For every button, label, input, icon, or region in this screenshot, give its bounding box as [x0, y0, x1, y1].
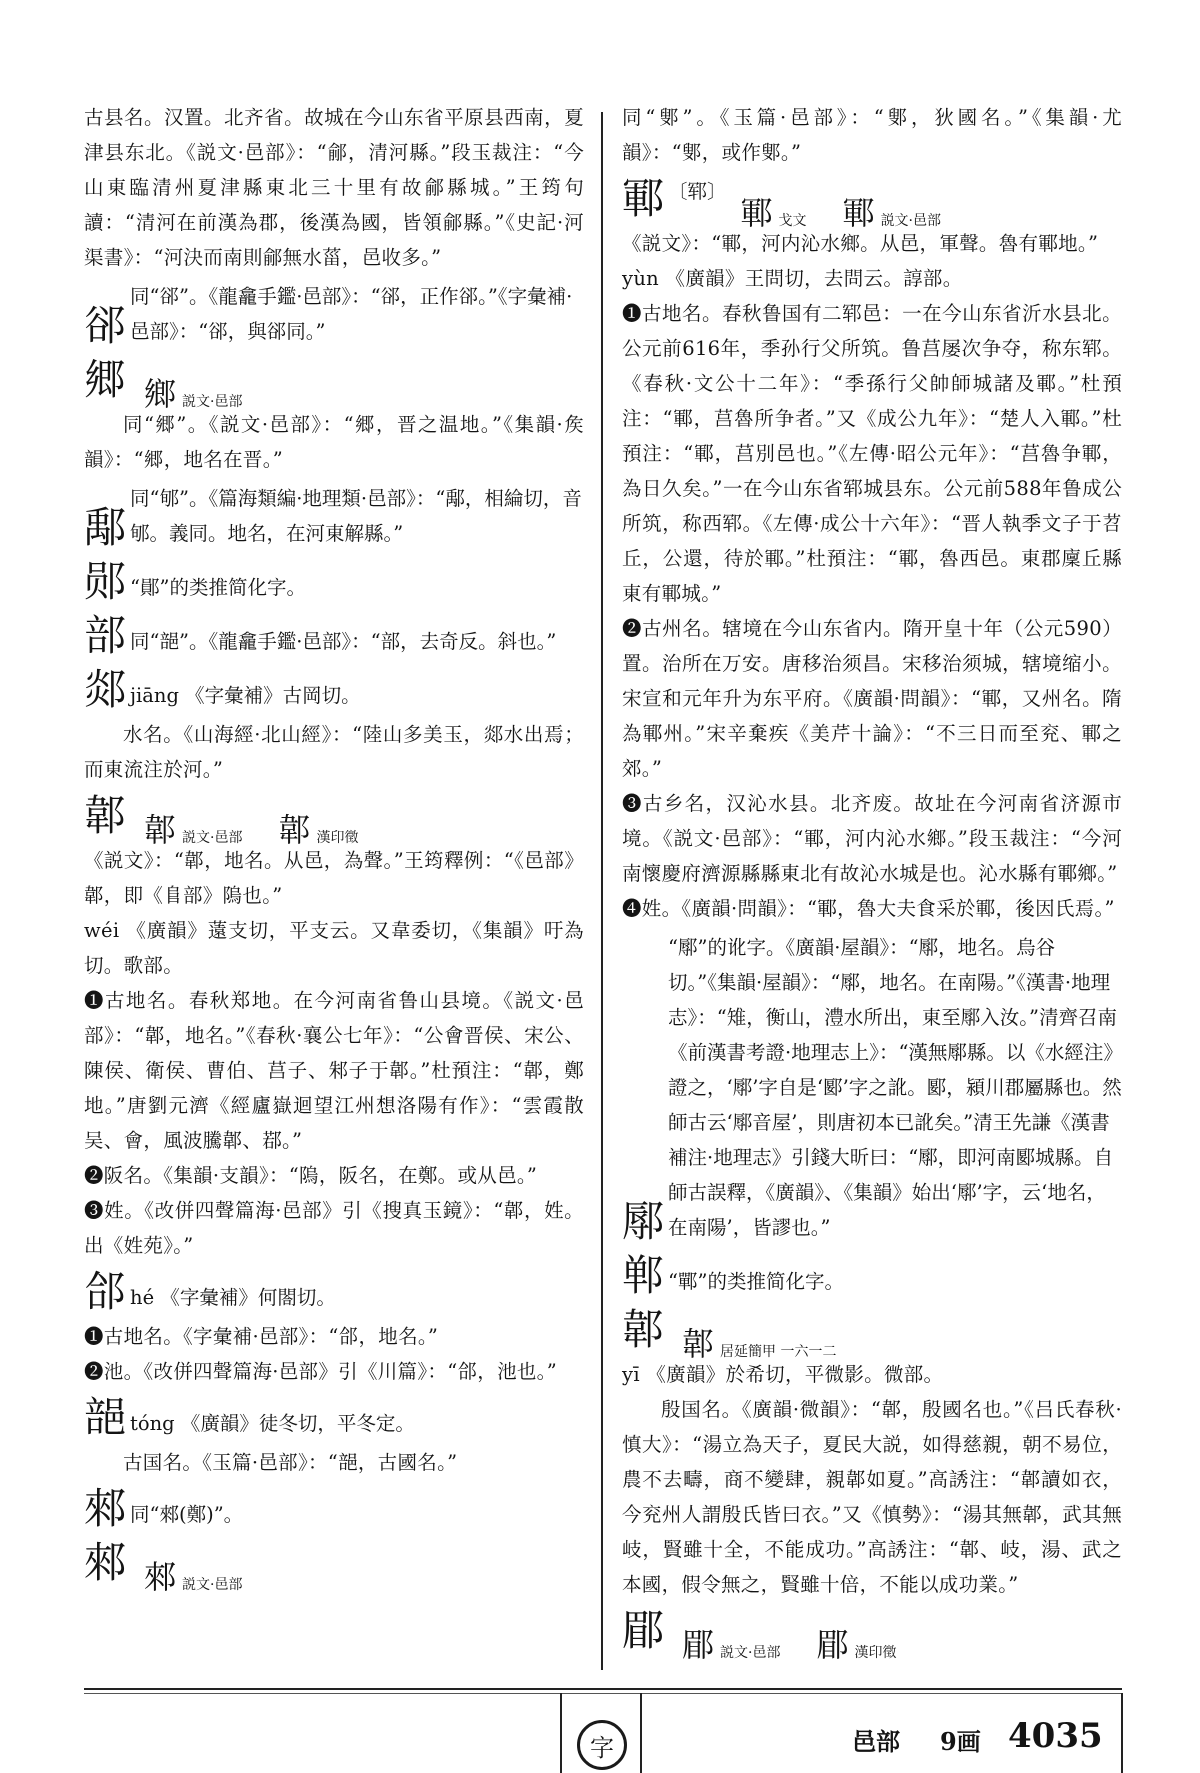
entry-paragraph: yī 《廣韻》於希切，平微影。微部。 — [622, 1363, 944, 1386]
glyph-source-label: 説文·邑部 — [182, 830, 243, 846]
headword: 郲 — [84, 1538, 127, 1587]
seal-script-glyph: 郼 — [682, 1325, 715, 1363]
footer-divider-left — [560, 1693, 562, 1773]
entry-text: hé 《字彙補》何閤切。 — [130, 1286, 336, 1309]
left-column — [84, 100, 584, 1596]
entry-head — [84, 279, 584, 351]
right-column — [622, 100, 1122, 1664]
seal-logo: 字 — [577, 1720, 627, 1770]
footer-rule — [84, 1688, 1122, 1690]
seal-script-glyph: 郿 — [682, 1626, 715, 1664]
entry-text: “鄲”的类推简化字。 — [668, 1270, 844, 1293]
entry-paragraph: ❸古乡名，汉沁水县。北齐废。故址在今河南省济源市境。《説文·邑部》：“鄆，河内沁水鄉。”段玉裁注：“今河南懷慶府濟源縣縣東北有故沁水城是也。沁水縣有鄆鄉。” — [622, 792, 1122, 885]
headword: 郷 — [84, 355, 127, 404]
entry-head — [622, 1606, 1122, 1664]
seal-script-glyph: 郼 — [278, 811, 311, 849]
entry-paragraph: 殷国名。《廣韻·微韻》：“郼，殷國名也。”《吕氏春秋·慎大》：“湯立為天子，夏民大説，如得慈親，朝不易位，農不去疇，商不變肆，親郼如夏。”高誘注：“郼讀如衣，今兖州人謂殷氏皆曰衣。”又《慎勢》：“湯其無郼，武其無岐，賢雖十全，不能成功。”高誘注：“郼、岐，湯、武之本國，假令無之，賢雖十倍，不能以成功業。” — [622, 1398, 1122, 1596]
footer-divider-right — [640, 1693, 642, 1773]
glyph-source-label: 漢印徵 — [316, 830, 359, 846]
entry-text: “鄏”的讹字。《廣韻·屋韻》：“鄏，地名。烏谷切。”《集韻·屋韻》：“鄏，地名。在南陽。”《漢書·地理志》：“雉，衡山，澧水所出，東至鄏入汝。”清齊召南《前漢書考證·地理志上》：“漢無鄏縣。以《水經注》證之，‘鄏’字自是‘郾’字之訛。郾，潁川郡屬縣也。然師古云‘鄏音屋’，則唐初本已訛矣。”清王先謙《漢書補注·地理志》引錢大昕曰：“鄏，即河南郾城縣。自師古誤釋，《廣韻》、《集韻》始出‘鄏’字，云‘地名，在南陽’，皆謬也。” — [668, 936, 1122, 1239]
entry-head — [84, 1393, 584, 1443]
glyph-source-label: 説文·邑部 — [182, 1577, 243, 1593]
entry-paragraph: yùn 《廣韻》王問切，去問云。諄部。 — [622, 267, 963, 290]
entry-text: 同“郶”。《龍龕手鑑·邑部》：“部，去奇反。斜也。” — [130, 630, 557, 653]
entry-head — [84, 355, 584, 413]
footer-strokes: 9画 — [940, 1727, 981, 1756]
entry-head — [622, 174, 1122, 232]
entry-text: 同“郤”。《龍龕手鑑·邑部》：“郤，正作郤。”《字彙補·邑部》：“郤，與郤同。” — [130, 285, 573, 343]
entry-paragraph: 《説文》：“郼，地名。从邑，為聲。”王筠釋例：“《邑部》郼，即《𨸏部》隖也。” — [84, 849, 584, 907]
headword: 郲 — [84, 1484, 127, 1533]
entry-head — [84, 791, 584, 849]
headword: 郯 — [84, 665, 127, 714]
headword: 郤 — [84, 301, 127, 350]
entry-paragraph: 《説文》：“鄆，河内沁水鄉。从邑，軍聲。魯有鄆地。” — [622, 232, 1099, 255]
entry-paragraph: 同“鄋”。《玉篇·邑部》：“鄋，狄國名。”《集韻·尤韻》：“鄋，或作鄋。” — [622, 106, 1122, 164]
glyph-source-label: 戈文 — [778, 213, 807, 229]
headword: 郿 — [622, 1606, 665, 1655]
column-divider — [601, 112, 603, 1670]
entry-paragraph: 古县名。汉置。北齐省。故城在今山东省平原县西南，夏津县东北。《説文·邑部》：“鄃，清河縣。”段玉裁注：“今山東臨清州夏津縣東北三十里有故鄃縣城。”王筠句讀：“清河在前漢為郡，後漢為國，皆領鄃縣。”《史記·河渠書》：“河決而南則鄃無水菑，邑收多。” — [84, 106, 584, 269]
seal-script-glyph: 郿 — [816, 1626, 849, 1664]
seal-script-glyph: 郼 — [144, 811, 177, 849]
entry-head — [84, 1267, 584, 1317]
entry-paragraph: ❷池。《改併四聲篇海·邑部》引《川篇》：“郃，池也。” — [84, 1360, 557, 1383]
entry-paragraph: wéi 《廣韻》薳支切，平支云。又韋委切，《集韻》吁為切。歌部。 — [84, 919, 584, 977]
headword: 郧 — [84, 557, 127, 606]
entry-head — [84, 557, 584, 607]
entry-head — [622, 1251, 1122, 1301]
glyph-source-label: 説文·邑部 — [720, 1645, 781, 1661]
seal-script-glyph: 鄆 — [842, 194, 875, 232]
entry-text: 同“郲(鄭)”。 — [130, 1503, 244, 1526]
footer-radical: 邑部 — [852, 1727, 900, 1756]
headword: 郸 — [622, 1251, 665, 1300]
footer-page-number: 4035 — [1008, 1716, 1103, 1756]
headword-variant: 〔郓〕 — [668, 180, 727, 203]
entry-paragraph: 古国名。《玉篇·邑部》：“郶，古國名。” — [123, 1451, 458, 1474]
glyph-source-label: 居延簡甲 一六一二 — [720, 1344, 837, 1360]
headword: 郼 — [622, 1305, 665, 1354]
headword: 郼 — [84, 791, 127, 840]
entry-text: tóng 《廣韻》徒冬切，平冬定。 — [130, 1412, 415, 1435]
entry-paragraph: ❸姓。《改併四聲篇海·邑部》引《搜真玉鏡》：“郼，姓。出《姓苑》。” — [84, 1199, 584, 1257]
headword: 鄅 — [84, 503, 127, 552]
entry-paragraph: ❷阪名。《集韻·支韻》：“隖，阪名，在鄭。或从邑。” — [84, 1164, 538, 1187]
entry-head — [622, 1305, 1122, 1363]
seal-script-glyph: 鄉 — [144, 375, 177, 413]
footer-rule-thin — [84, 1693, 1122, 1694]
glyph-source-label: 説文·邑部 — [182, 394, 243, 410]
entry-head — [84, 611, 584, 661]
entry-paragraph: ❹姓。《廣韻·問韻》：“鄆，魯大夫食采於鄆，後因氏焉。” — [622, 897, 1115, 920]
entry-head — [622, 930, 1122, 1247]
entry-head — [84, 1538, 584, 1596]
headword: 部 — [84, 611, 127, 660]
glyph-source-label: 説文·邑部 — [880, 213, 942, 229]
entry-head — [84, 481, 584, 553]
entry-head — [84, 1484, 584, 1534]
headword: 鄏 — [622, 1197, 665, 1246]
headword: 鄆 — [622, 174, 665, 223]
entry-paragraph: 同“郷”。《説文·邑部》：“郷，晋之温地。”《集韻·矦韻》：“郷，地名在晋。” — [84, 413, 584, 471]
entry-paragraph: ❶古地名。《字彙補·邑部》：“郃，地名。” — [84, 1325, 439, 1348]
seal-script-glyph: 郲 — [144, 1558, 177, 1596]
entry-text: jiāng 《字彙補》古岡切。 — [130, 684, 361, 707]
headword: 郃 — [84, 1267, 127, 1316]
entry-head — [84, 665, 584, 715]
seal-script-glyph: 鄆 — [740, 194, 773, 232]
entry-paragraph: ❶古地名。春秋鲁国有二郓邑：一在今山东省沂水县北。公元前616年，季孙行父所筑。鲁莒屡次争夺，称东郓。《春秋·文公十二年》：“季孫行父帥師城諸及鄆。”杜預注：“鄆，莒魯所争者。”又《成公九年》：“楚人入鄆。”杜預注：“鄆，莒別邑也。”《左傳·昭公元年》：“莒魯争鄆，為日久矣。”一在今山东省郓城县东。公元前588年鲁成公所筑，称西郓。《左傳·成公十六年》：“晋人執季文子于苕丘，公還，待於鄆。”杜預注：“鄆，魯西邑。東郡廩丘縣東有鄆城。” — [622, 302, 1122, 605]
entry-text: “鄖”的类推简化字。 — [130, 576, 306, 599]
glyph-source-label: 漢印徵 — [854, 1645, 897, 1661]
headword: 郶 — [84, 1393, 127, 1442]
entry-paragraph: ❷古州名。辖境在今山东省内。隋开皇十年（公元590）置。治所在万安。唐移治须昌。宋移治须城，辖境缩小。宋宣和元年升为东平府。《廣韻·問韻》：“鄆，又州名。隋為鄆州。”宋辛棄疾《美芹十論》：“不三日而至兖、鄆之郊。” — [622, 617, 1122, 780]
footer-divider-edge — [1121, 1693, 1123, 1773]
entry-paragraph: ❶古地名。春秋郑地。在今河南省鲁山县境。《説文·邑部》：“郼，地名。”《春秋·襄公七年》：“公會晋侯、宋公、陳侯、衛侯、曹伯、莒子、邾子于郼。”杜預注：“郼，鄭地。”唐劉元濟《經廬嶽迴望江州想洛陽有作》：“雲霞散吴、會，風波騰郼、鄀。” — [84, 989, 584, 1152]
entry-paragraph: 水名。《山海經·北山經》：“陸山多美玉，郯水出焉；而東流注於河。” — [84, 723, 584, 781]
entry-text: 同“郇”。《篇海類編·地理類·邑部》：“鄅，相綸切，音郇。義同。地名，在河東解縣。” — [130, 487, 582, 545]
